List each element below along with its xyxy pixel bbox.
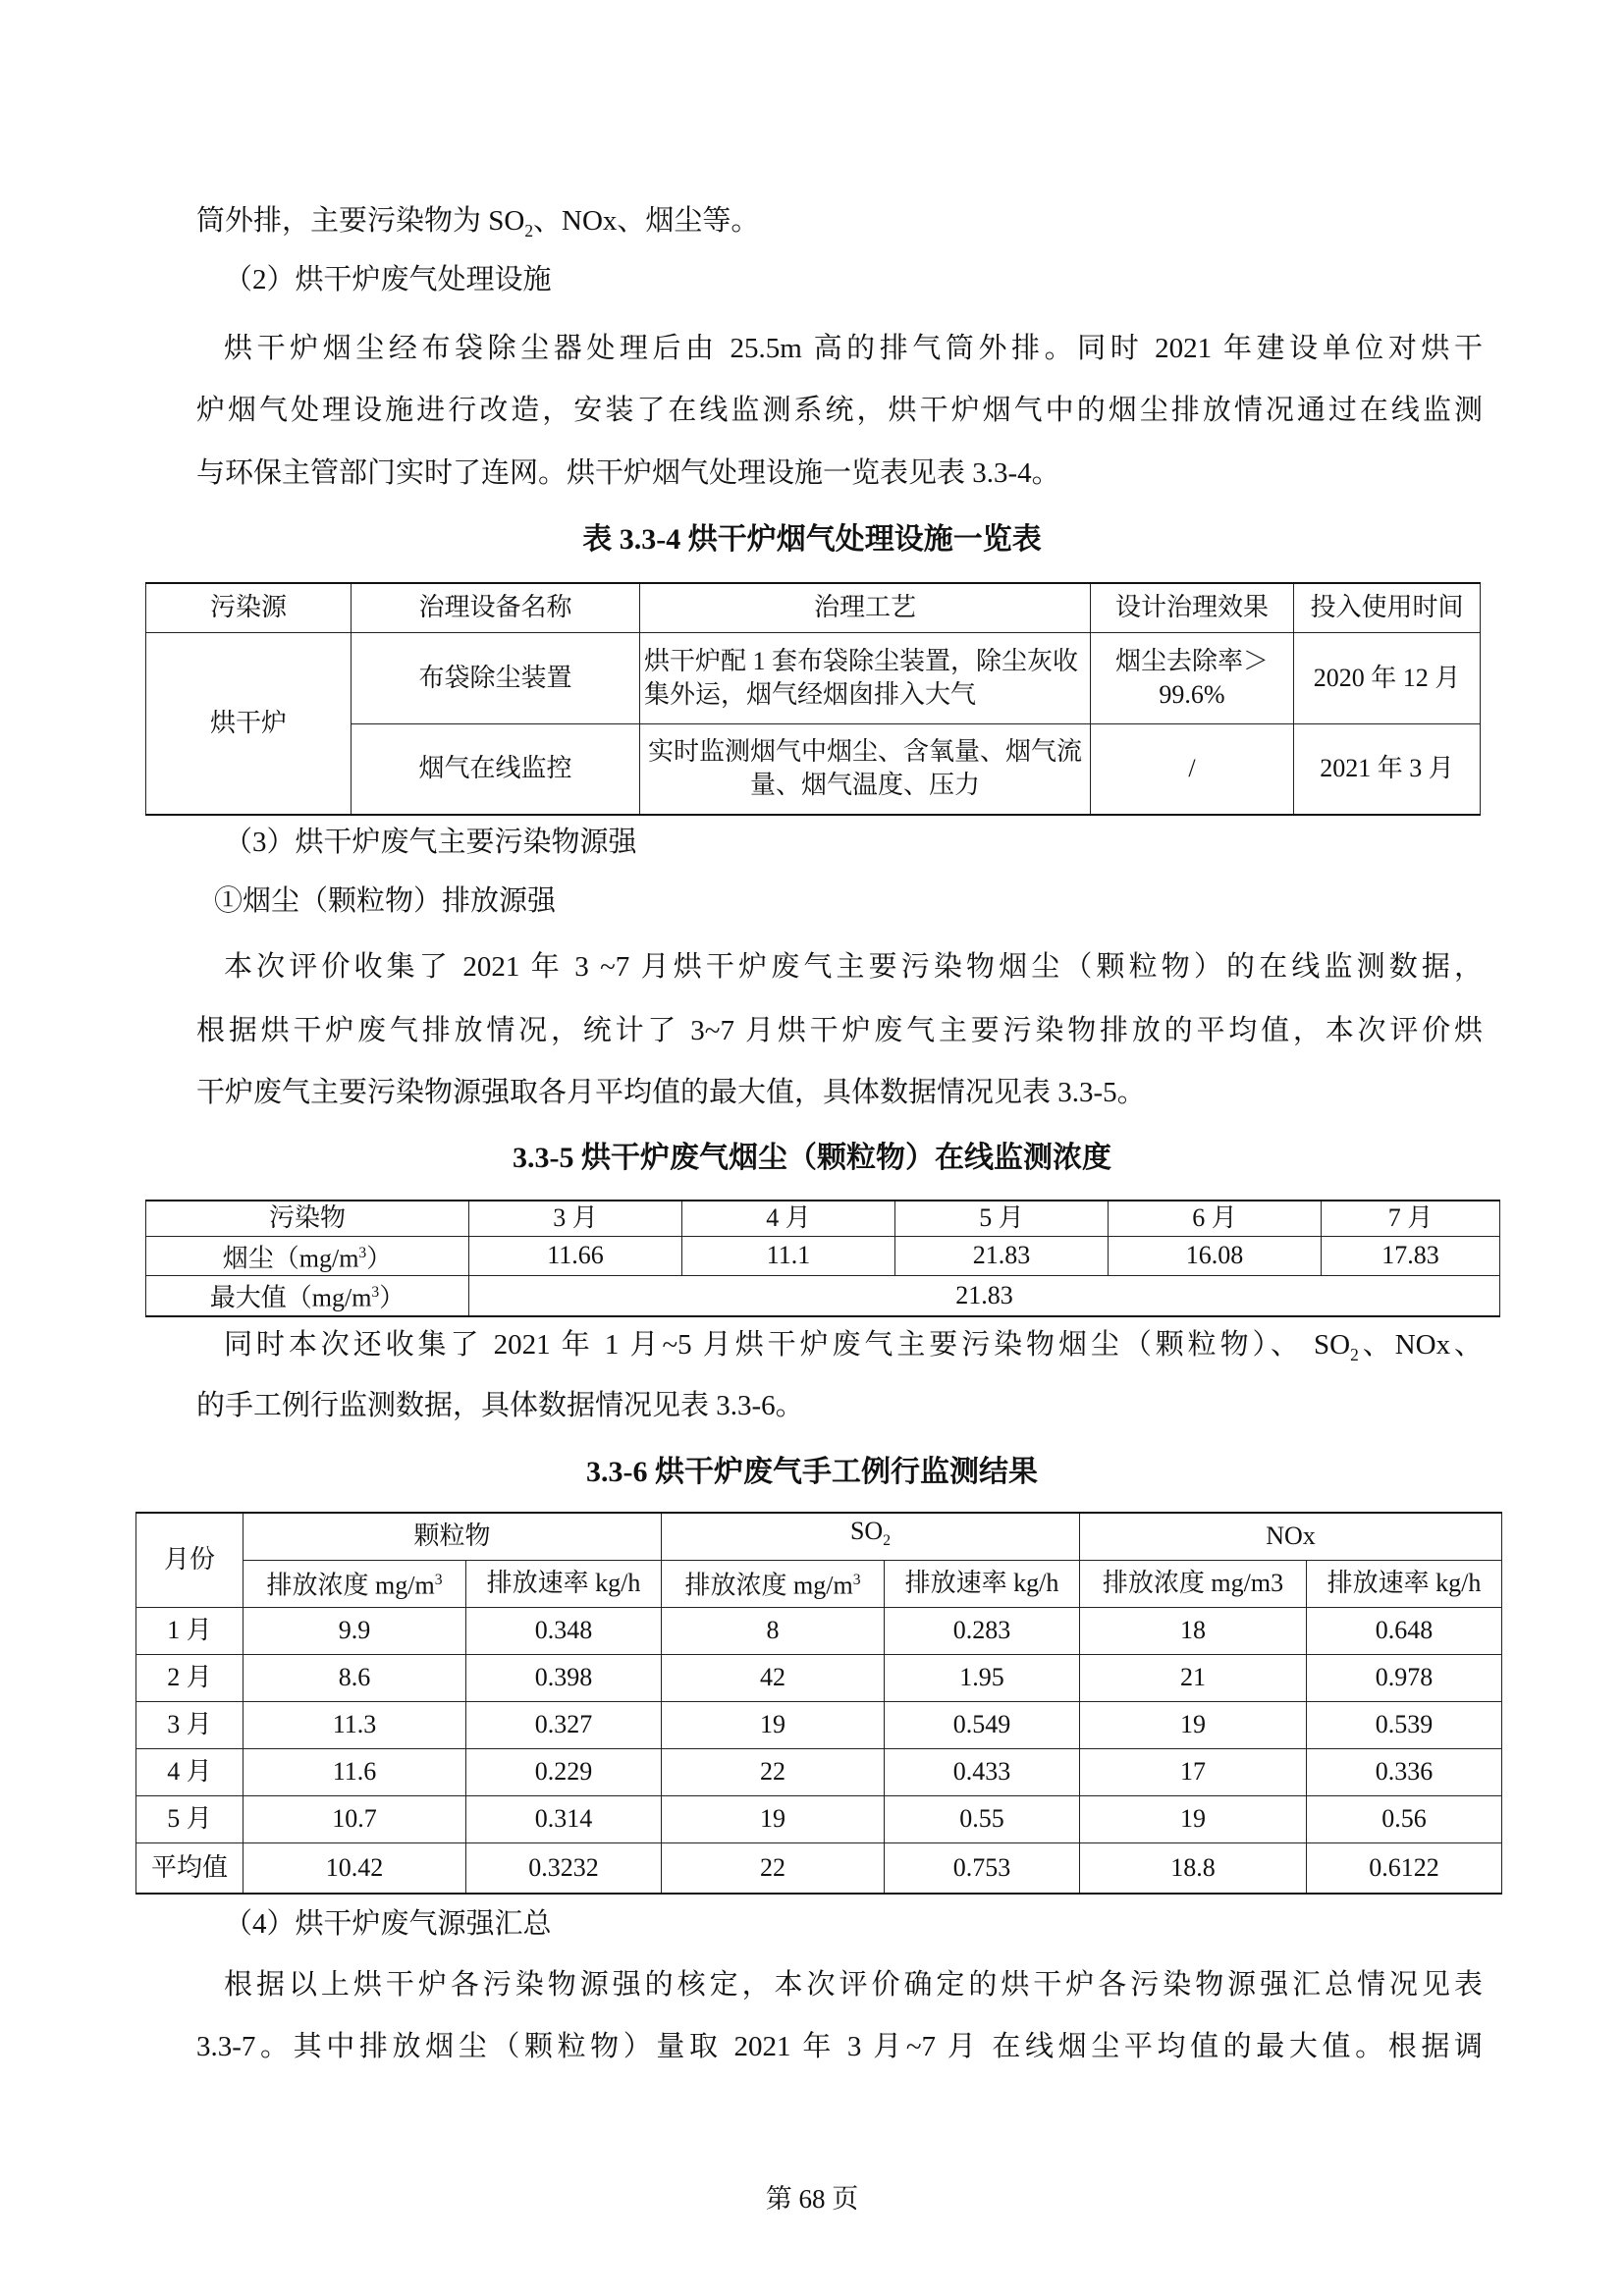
- table-header: 3 月: [469, 1201, 682, 1236]
- paragraph-line: 3.3-7。其中排放烟尘（颗粒物）量取 2021 年 3 月~7 月 在线烟尘平均值的最大值。根据调: [196, 2031, 1483, 2062]
- effect-cell: 烟尘去除率＞99.6%: [1091, 632, 1294, 723]
- value-cell: 19: [662, 1701, 885, 1748]
- value-cell: 0.6122: [1307, 1842, 1502, 1894]
- value-cell: 0.348: [466, 1607, 662, 1654]
- manual-monitoring-table: [135, 1512, 1502, 1895]
- group-header: $SO_2$: [662, 1513, 1080, 1560]
- paragraph-line: 同时本次还收集了 2021 年 1 月~5 月烘干炉废气主要污染物烟尘（颗粒物）、 $SO_2$、NOx、: [224, 1329, 1484, 1364]
- value-cell: 19: [1080, 1795, 1307, 1842]
- table-row: [136, 1701, 1502, 1748]
- section-heading-3: （3）烘干炉废气主要污染物源强: [224, 827, 637, 858]
- value-cell: 22: [662, 1748, 885, 1795]
- sub-header: 排放浓度 $mg/m^3$: [244, 1560, 466, 1607]
- table-row: [136, 1795, 1502, 1842]
- table-caption: 3.3-5 烘干炉废气烟尘（颗粒物）在线监测浓度: [513, 1142, 1111, 1174]
- paragraph-line: 筒外排，主要污染物为 $SO_2$、NOx、烟尘等。: [196, 205, 760, 240]
- value-cell: 0.283: [885, 1607, 1080, 1654]
- value-cell: 1.95: [885, 1654, 1080, 1701]
- value-cell: 42: [662, 1654, 885, 1701]
- month-cell: 3 月: [136, 1701, 244, 1748]
- value-cell: 16.08: [1109, 1236, 1322, 1276]
- paragraph-line: 与环保主管部门实时了连网。烘干炉烟气处理设施一览表见表 3.3-4。: [196, 457, 1060, 489]
- value-cell: 0.336: [1307, 1748, 1502, 1795]
- value-cell: 0.433: [885, 1748, 1080, 1795]
- online-monitoring-table: [145, 1200, 1500, 1317]
- value-cell: 9.9: [244, 1607, 466, 1654]
- sub-header: 排放速率 kg/h: [466, 1560, 662, 1607]
- page-number: 第 68 页: [765, 2184, 859, 2214]
- value-cell: 0.327: [466, 1701, 662, 1748]
- value-cell: 11.1: [682, 1236, 895, 1276]
- sub-header: 排放浓度 $mg/m^3$: [662, 1560, 885, 1607]
- value-cell: 8.6: [244, 1654, 466, 1701]
- value-cell: 18: [1080, 1607, 1307, 1654]
- group-header: NOx: [1080, 1513, 1502, 1560]
- max-value-cell: 21.83: [469, 1276, 1500, 1316]
- value-cell: 21: [1080, 1654, 1307, 1701]
- table-header: 4 月: [682, 1201, 895, 1236]
- value-cell: 0.539: [1307, 1701, 1502, 1748]
- month-cell: 2 月: [136, 1654, 244, 1701]
- group-header: 颗粒物: [244, 1513, 662, 1560]
- month-cell: 1 月: [136, 1607, 244, 1654]
- table-caption: 3.3-6 烘干炉废气手工例行监测结果: [586, 1456, 1038, 1488]
- value-cell: 18.8: [1080, 1842, 1307, 1894]
- paragraph-line: 干炉废气主要污染物源强取各月平均值的最大值，具体数据情况见表 3.3-5。: [196, 1077, 1146, 1108]
- date-cell: 2021 年 3 月: [1294, 723, 1481, 815]
- row-label: 最大值$(mg/m^3)$: [146, 1276, 469, 1316]
- value-cell: 19: [662, 1795, 885, 1842]
- sub-header: 排放速率 kg/h: [885, 1560, 1080, 1607]
- value-cell: 0.648: [1307, 1607, 1502, 1654]
- value-cell: 0.978: [1307, 1654, 1502, 1701]
- month-cell: 4 月: [136, 1748, 244, 1795]
- value-cell: 0.753: [885, 1842, 1080, 1894]
- facilities-table: [145, 582, 1481, 816]
- device-cell: 烟气在线监控: [352, 723, 640, 815]
- sub-header: 排放速率 kg/h: [1307, 1560, 1502, 1607]
- value-cell: 17.83: [1322, 1236, 1500, 1276]
- table-row: [136, 1654, 1502, 1701]
- value-cell: 0.549: [885, 1701, 1080, 1748]
- table-header: 污染源: [146, 583, 352, 632]
- value-cell: 0.314: [466, 1795, 662, 1842]
- value-cell: 19: [1080, 1701, 1307, 1748]
- value-cell: 11.6: [244, 1748, 466, 1795]
- effect-cell: /: [1091, 723, 1294, 815]
- table-row: [136, 1842, 1502, 1894]
- paragraph-line: 本次评价收集了 2021 年 3 ~7 月烘干炉废气主要污染物烟尘（颗粒物）的在线监测数据，: [224, 951, 1483, 983]
- section-heading-4: （4）烘干炉废气源强汇总: [224, 1908, 552, 1940]
- value-cell: 0.56: [1307, 1795, 1502, 1842]
- value-cell: 22: [662, 1842, 885, 1894]
- table-header: 月份: [136, 1513, 244, 1607]
- subsection-heading: ①烟尘（颗粒物）排放源强: [214, 885, 557, 917]
- value-cell: 21.83: [895, 1236, 1109, 1276]
- source-cell: 烘干炉: [146, 632, 352, 815]
- table-caption: 表 3.3-4 烘干炉烟气处理设施一览表: [582, 523, 1042, 556]
- table-header: 6 月: [1109, 1201, 1322, 1236]
- process-cell: 实时监测烟气中烟尘、含氧量、烟气流量、烟气温度、压力: [640, 723, 1091, 815]
- table-row: [146, 1276, 1500, 1316]
- table-row: [136, 1607, 1502, 1654]
- table-row: [146, 1236, 1500, 1276]
- sub-header: 排放浓度 mg/m3: [1080, 1560, 1307, 1607]
- paragraph-line: 的手工例行监测数据，具体数据情况见表 3.3-6。: [196, 1390, 804, 1421]
- value-cell: 17: [1080, 1748, 1307, 1795]
- month-cell: 平均值: [136, 1842, 244, 1894]
- table-header: 污染物: [146, 1201, 469, 1236]
- month-cell: 5 月: [136, 1795, 244, 1842]
- table-header: 5 月: [895, 1201, 1109, 1236]
- value-cell: 0.3232: [466, 1842, 662, 1894]
- date-cell: 2020 年 12 月: [1294, 632, 1481, 723]
- table-row: [146, 632, 1481, 723]
- paragraph-line: 炉烟气处理设施进行改造，安装了在线监测系统，烘干炉烟气中的烟尘排放情况通过在线监测: [196, 395, 1483, 426]
- value-cell: 0.398: [466, 1654, 662, 1701]
- value-cell: 8: [662, 1607, 885, 1654]
- value-cell: 10.42: [244, 1842, 466, 1894]
- paragraph-line: 根据以上烘干炉各污染物源强的核定，本次评价确定的烘干炉各污染物源强汇总情况见表: [224, 1969, 1483, 2001]
- paragraph-line: 烘干炉烟尘经布袋除尘器处理后由 25.5m 高的排气筒外排。同时 2021 年建设单位对烘干: [224, 333, 1483, 364]
- table-row: [136, 1748, 1502, 1795]
- value-cell: 11.3: [244, 1701, 466, 1748]
- paragraph-line: 根据烘干炉废气排放情况，统计了 3~7 月烘干炉废气主要污染物排放的平均值，本次评价烘: [196, 1015, 1483, 1046]
- table-header: 7 月: [1322, 1201, 1500, 1236]
- value-cell: 11.66: [469, 1236, 682, 1276]
- device-cell: 布袋除尘装置: [352, 632, 640, 723]
- table-header: 治理工艺: [640, 583, 1091, 632]
- value-cell: 0.229: [466, 1748, 662, 1795]
- table-header: 治理设备名称: [352, 583, 640, 632]
- table-header: 投入使用时间: [1294, 583, 1481, 632]
- process-cell: 烘干炉配 1 套布袋除尘装置，除尘灰收集外运，烟气经烟囱排入大气: [640, 632, 1091, 723]
- table-header: 设计治理效果: [1091, 583, 1294, 632]
- value-cell: 0.55: [885, 1795, 1080, 1842]
- row-label: 烟尘$(mg/m^3)$: [146, 1236, 469, 1276]
- section-heading-2: （2）烘干炉废气处理设施: [224, 264, 552, 295]
- value-cell: 10.7: [244, 1795, 466, 1842]
